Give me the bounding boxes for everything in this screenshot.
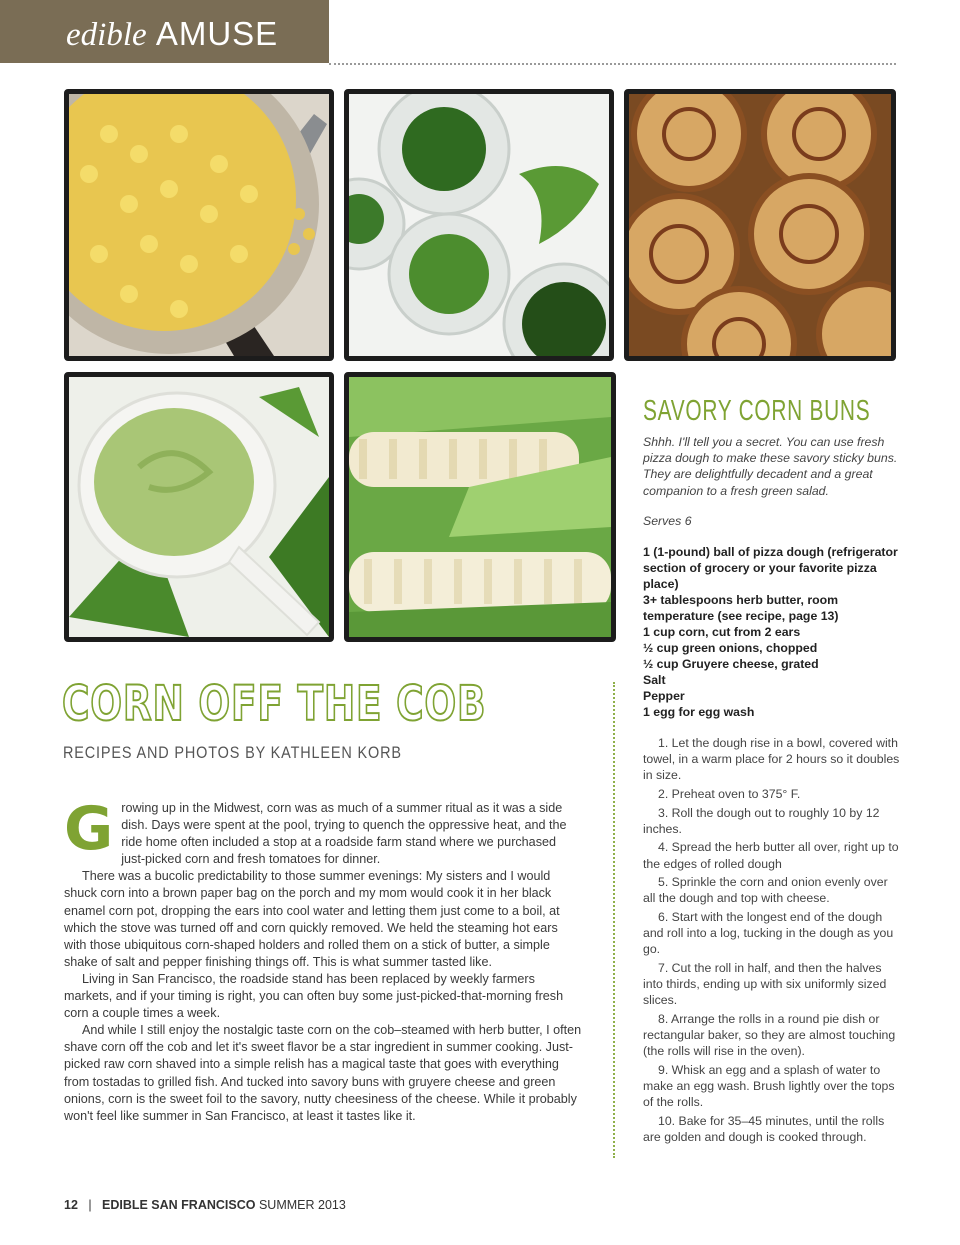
recipe-step: 10. Bake for 35–45 minutes, until the rolls are golden and dough is cooked through. — [643, 1113, 885, 1145]
recipe-step: 7. Cut the roll in half, and then the halves into thirds, ending up with six uniformly sized slices. — [643, 960, 887, 1008]
recipe-title: SAVORY CORN BUNS — [643, 395, 871, 427]
column-divider — [613, 682, 615, 1158]
recipe-step: 8. Arrange the rolls in a round pie dish or rectangular baker, so they are almost touching (the rolls will rise in the oven). — [643, 1011, 896, 1059]
recipe-intro: Shhh. I'll tell you a secret. You can use fresh pizza dough to make these savory sticky buns. They are delightfully decadent and a great companion to a fresh green salad. — [643, 435, 898, 498]
corn-bowl-photo — [64, 89, 334, 361]
header-divider — [329, 63, 896, 65]
article-title: CORN OFF THE COB — [62, 676, 487, 732]
recipe-step: 9. Whisk an egg and a splash of water to make an egg wash. Brush lightly over the tops of the rolls. — [643, 1062, 895, 1110]
article-paragraph: Growing up in the Midwest, corn was as much of a summer ritual as it was a side dish. Days were spent at the pool, trying to quench the oppressive heat, and the ride home often included a stop at a roadside farm stand where we purchased just-picked corn and fresh tomatoes for dinner. — [64, 794, 567, 867]
issue-name: SUMMER 2013 — [258, 1198, 346, 1212]
article-body — [64, 794, 582, 1125]
ingredient-item: 1 cup corn, cut from 2 ears — [643, 625, 801, 639]
recipe-steps — [643, 735, 901, 1148]
ingredient-item: 3+ tablespoons herb butter, room temperature (see recipe, page 13) — [643, 593, 839, 623]
ingredient-item: ½ cup Gruyere cheese, grated — [643, 657, 819, 671]
header-section: AMUSE — [155, 15, 279, 52]
footer-separator: | — [88, 1198, 92, 1212]
ingredient-item: 1 (1-pound) ball of pizza dough (refrigerator section of grocery or your favorite pizza place) — [643, 545, 898, 591]
herbs-photo — [344, 89, 614, 361]
recipe-step: 5. Sprinkle the corn and onion evenly over all the dough and top with cheese. — [643, 875, 888, 906]
corn-buns-photo — [624, 89, 896, 361]
ingredient-list — [643, 544, 901, 720]
herb-butter-photo — [64, 372, 334, 642]
corn-cobs-photo — [344, 372, 616, 642]
recipe-serves: Serves 6 — [643, 514, 692, 528]
article-byline: RECIPES AND PHOTOS BY KATHLEEN KORB — [63, 743, 402, 762]
drop-cap: G — [64, 794, 114, 864]
recipe-step: 6. Start with the longest end of the dough and roll into a log, tucking in the dough as you go. — [643, 909, 894, 957]
publication-name: EDIBLE SAN FRANCISCO — [102, 1198, 256, 1212]
recipe-step: 3. Roll the dough out to roughly 10 by 12 inches. — [643, 805, 880, 836]
recipe-step: 4. Spread the herb butter all over, right up to the edges of rolled dough — [643, 840, 899, 871]
ingredient-item: 1 egg for egg wash — [643, 705, 755, 719]
recipe-step: 1. Let the dough rise in a bowl, covered with towel, in a warm place for 2 hours so it doubles in size. — [643, 736, 900, 783]
article-paragraph: Living in San Francisco, the roadside stand has been replaced by weekly farmers markets, and if your timing is right, you can often buy some just-picked-that-morning fresh corn a couple times a week. — [64, 971, 564, 1021]
recipe-step: 2. Preheat oven to 375° F. — [658, 787, 801, 801]
header-edible: edible — [66, 17, 147, 53]
page-number: 12 — [64, 1198, 78, 1212]
page-footer — [64, 1198, 346, 1212]
ingredient-item: Pepper — [643, 689, 685, 703]
article-paragraph: There was a bucolic predictability to those summer evenings: My sisters and I would shuck corn into a brown paper bag on the porch and my mom would cook it in her black enamel corn pot, dropping the ears into cool water and letting them just come to a boil, at which the stove was turned off and corn quickly removed. We held the steaming hot ears with those ubiquitous corn-shaped holders and rolled them on a stick of butter, a simple shake of salt and pepper finishing things off. This is what summer tasted like. — [64, 869, 560, 969]
article-paragraph: And while I still enjoy the nostalgic taste corn on the cob–steamed with herb butter, I often shave corn off the cob and let it's sweet flavor be a star ingredient in summer cooking. Just-picked raw corn shaved into a simple relish has a magical taste that goes with everything from tostadas to grilled fish. And tucked into savory buns with gruyere cheese and green onions, corn is the sweet foil to the savory, nutty cheesiness of the cheese. While it probably won't feel like summer in San Francisco, at least it tastes like it. — [64, 1023, 582, 1123]
ingredient-item: ½ cup green onions, chopped — [643, 641, 818, 655]
ingredient-item: Salt — [643, 673, 666, 687]
section-header-title — [66, 14, 278, 55]
